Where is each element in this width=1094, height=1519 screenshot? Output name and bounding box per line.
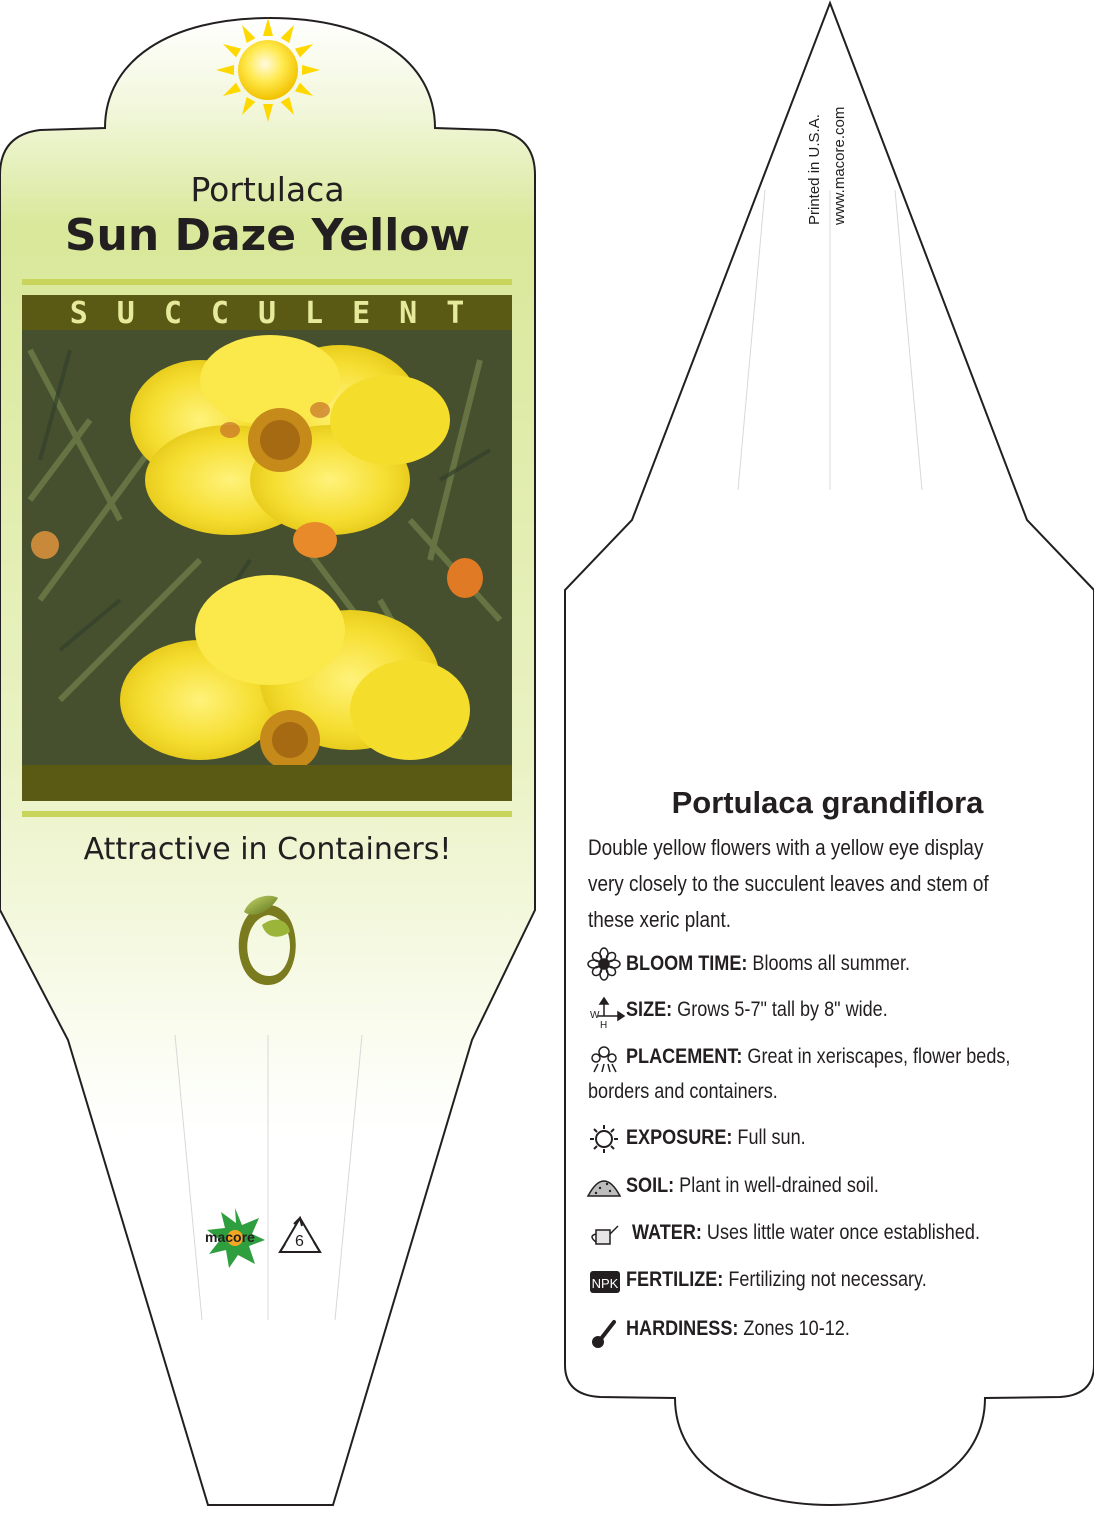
- care-placement: [626, 1045, 1073, 1069]
- care-placement-cont: [588, 1080, 809, 1104]
- care-label: EXPOSURE:: [626, 1126, 733, 1149]
- care-hardiness: [626, 1317, 886, 1341]
- tagline-rule: [22, 811, 512, 817]
- care-label: FERTILIZE:: [626, 1268, 724, 1291]
- care-text: Uses little water once established.: [706, 1221, 980, 1244]
- care-water: [632, 1221, 1037, 1245]
- size-icon-w: W: [590, 1010, 600, 1021]
- species-name: Portulaca grandiflora: [671, 785, 984, 820]
- care-bloom-time: [626, 952, 956, 976]
- recycle-code: 6: [295, 1233, 304, 1250]
- care-text: Fertilizing not necessary.: [728, 1268, 927, 1291]
- care-label: PLACEMENT:: [626, 1045, 743, 1068]
- npk-icon-text: NPK: [591, 1276, 619, 1291]
- care-label: HARDINESS:: [626, 1317, 739, 1340]
- flower-photo: [22, 330, 512, 770]
- website: www.macore.com: [831, 106, 848, 225]
- front-genus: Portulaca: [190, 170, 345, 209]
- care-exposure: [626, 1126, 835, 1150]
- front-tagline: Attractive in Containers!: [83, 832, 452, 867]
- care-soil: [626, 1174, 920, 1198]
- care-text: Plant in well-drained soil.: [679, 1174, 879, 1197]
- macore-brand-text: macore: [205, 1229, 255, 1245]
- size-icon-h: H: [600, 1020, 608, 1031]
- front-variety-name: Sun Daze Yellow: [64, 210, 471, 261]
- care-label: WATER:: [632, 1221, 702, 1244]
- category-label: SUCCULENT: [69, 296, 494, 331]
- care-label: SIZE:: [626, 998, 673, 1021]
- care-text: Full sun.: [737, 1126, 806, 1149]
- care-text: Blooms all summer.: [752, 952, 910, 975]
- title-rule: [22, 279, 512, 285]
- care-text: Grows 5-7" tall by 8" wide.: [677, 998, 888, 1021]
- care-label: SOIL:: [626, 1174, 675, 1197]
- photo-bottom-band: [22, 765, 512, 801]
- care-size: [626, 998, 930, 1022]
- care-label: BLOOM TIME:: [626, 952, 748, 975]
- care-text: Great in xeriscapes, flower beds,: [747, 1045, 1011, 1068]
- plant-description: Double yellow flowers with a yellow eye display very closely to the succulent leaves and stem of these xeric plant.: [588, 835, 989, 932]
- care-text: Zones 10-12.: [743, 1317, 850, 1340]
- care-text: borders and containers.: [588, 1080, 778, 1103]
- care-fertilize: [626, 1268, 976, 1292]
- printed-in: Printed in U.S.A.: [806, 114, 823, 225]
